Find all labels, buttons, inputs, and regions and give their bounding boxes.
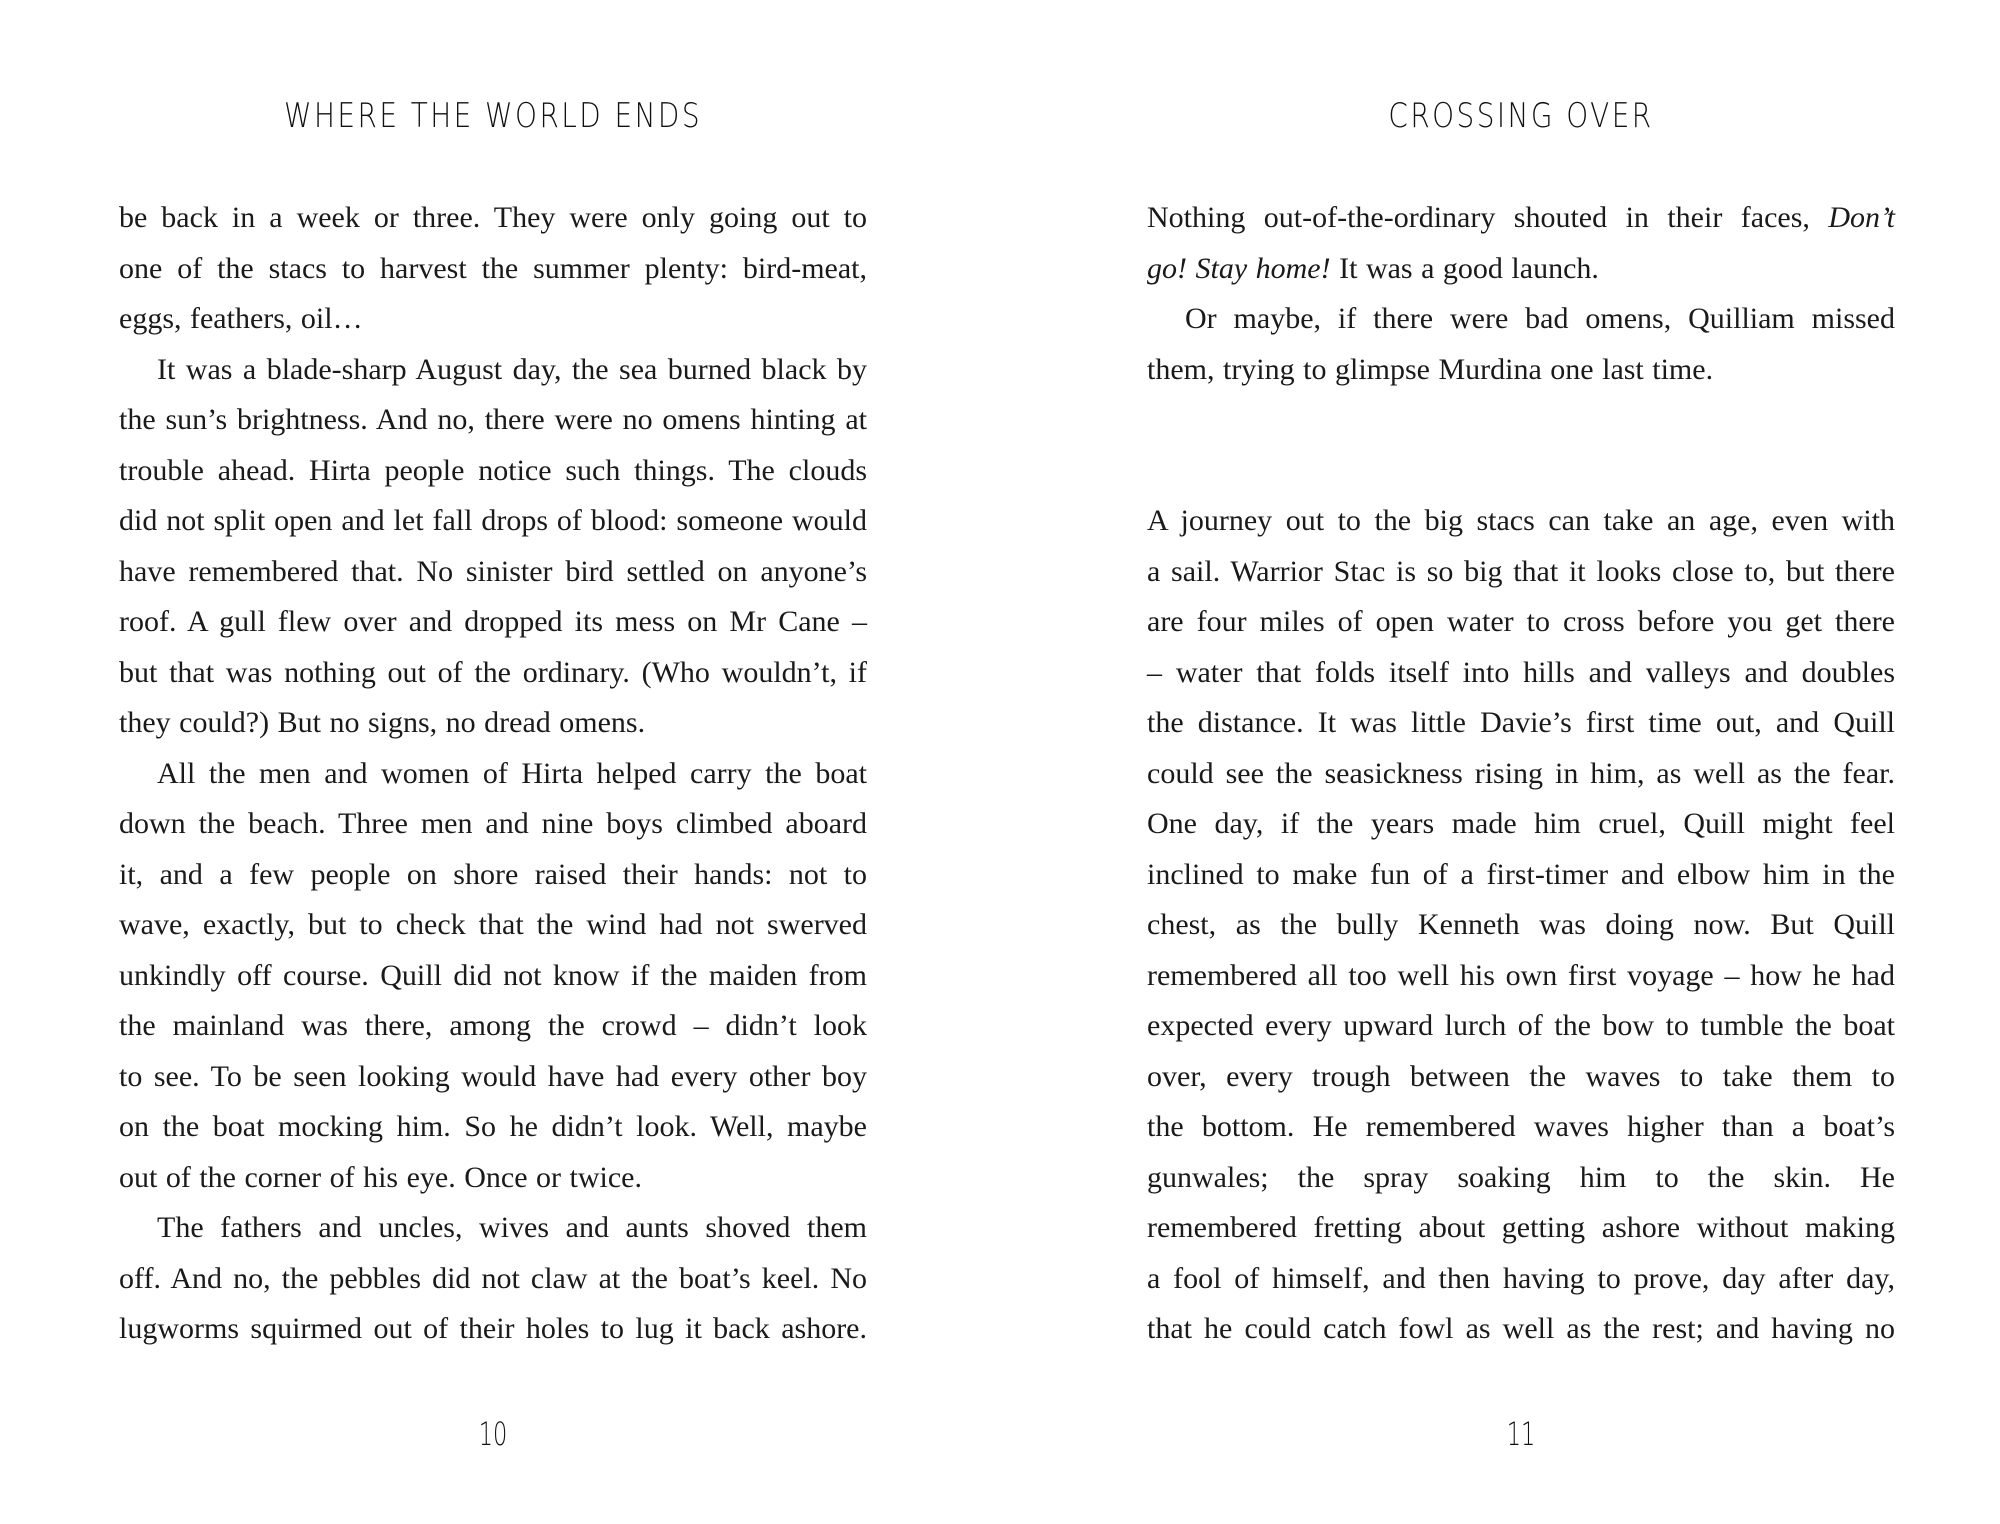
text-line <box>1147 193 1895 244</box>
text-line: could see the seasickness rising in him, as well as the fear. <box>1147 756 1895 790</box>
text-line: they could?) But no signs, no dread omens. <box>119 706 646 739</box>
text-line: eggs, feathers, oil… <box>119 302 363 335</box>
text-line: them, trying to glimpse Murdina one last time. <box>1147 352 1714 386</box>
text-line: that he could catch fowl as well as the rest; and having no <box>1147 1312 1895 1345</box>
text-line: it, and a few people on shore raised their hands: not to <box>119 857 867 891</box>
text-line: down the beach. Three men and nine boys climbed aboard <box>119 807 867 840</box>
text-line: Or maybe, if there were bad omens, Quilliam missed <box>1185 302 1895 335</box>
page-number-left: 10 <box>478 1415 508 1453</box>
text-line: but that was nothing out of the ordinary. (Who wouldn’t, if <box>119 655 867 689</box>
text-line: unkindly off course. Quill did not know if the maiden from <box>119 958 867 992</box>
text-line: lugworms squirmed out of their holes to lug it back ashore. <box>119 1312 867 1345</box>
italic-text: Don’t <box>1828 201 1895 234</box>
text-line: a fool of himself, and then having to prove, day after day, <box>1147 1261 1895 1295</box>
text-line: A journey out to the big stacs can take an age, even with <box>1147 504 1895 537</box>
text-line: wave, exactly, but to check that the wind had not swerved <box>119 908 867 941</box>
text-line: a sail. Warrior Stac is so big that it looks close to, but there <box>1147 554 1895 588</box>
left-page <box>119 0 867 1524</box>
text-line: the sun’s brightness. And no, there were no omens hinting at <box>119 403 867 436</box>
text-line: did not split open and let fall drops of blood: someone would <box>119 504 867 537</box>
text-line <box>1147 244 1895 295</box>
section-break <box>1147 446 1895 497</box>
text-line: be back in a week or three. They were only going out to <box>119 201 867 234</box>
text-line: inclined to make fun of a first-timer and elbow him in the <box>1147 857 1895 891</box>
left-page-body <box>119 193 867 1355</box>
text-line: out of the corner of his eye. Once or twice. <box>119 1160 642 1194</box>
section-break <box>1147 395 1895 446</box>
text-line: the mainland was there, among the crowd – didn’t look <box>119 1009 867 1042</box>
text-line: roof. A gull flew over and dropped its mess on Mr Cane – <box>119 605 867 638</box>
text-line: trouble ahead. Hirta people notice such things. The clouds <box>119 453 867 487</box>
text-line: are four miles of open water to cross before you get there <box>1147 605 1895 638</box>
right-page <box>1147 0 1895 1524</box>
text-line: off. And no, the pebbles did not claw at the boat’s keel. No <box>119 1261 867 1295</box>
text-span: It was a good launch. <box>1330 251 1599 285</box>
italic-text: go! Stay home! <box>1147 251 1331 285</box>
text-line: All the men and women of Hirta helped carry the boat <box>157 756 867 790</box>
text-line: – water that folds itself into hills and valleys and doubles <box>1147 655 1895 689</box>
running-head-right: CROSSING OVER <box>1388 96 1654 136</box>
text-line: The fathers and uncles, wives and aunts shoved them <box>157 1211 867 1244</box>
page-number-right: 11 <box>1506 1415 1536 1453</box>
text-line: gunwales; the spray soaking him to the skin. He <box>1147 1160 1895 1194</box>
text-line: remembered all too well his own first voyage – how he had <box>1147 958 1895 992</box>
text-line: to see. To be seen looking would have had every other boy <box>119 1059 867 1093</box>
text-span: Nothing out-of-the-ordinary shouted in their faces, <box>1147 201 1829 234</box>
text-line: One day, if the years made him cruel, Quill might feel <box>1147 807 1895 840</box>
text-line: the distance. It was little Davie’s first time out, and Quill <box>1147 706 1895 739</box>
text-line: over, every trough between the waves to take them to <box>1147 1059 1895 1093</box>
text-line: one of the stacs to harvest the summer plenty: bird-meat, <box>119 251 867 285</box>
text-line: chest, as the bully Kenneth was doing now. But Quill <box>1147 908 1895 941</box>
text-line: remembered fretting about getting ashore without making <box>1147 1211 1895 1244</box>
text-line: on the boat mocking him. So he didn’t look. Well, maybe <box>119 1110 867 1143</box>
running-head-left: WHERE THE WORLD ENDS <box>283 96 703 136</box>
text-line: have remembered that. No sinister bird settled on anyone’s <box>119 554 867 588</box>
right-page-body <box>1147 193 1895 1355</box>
text-line: the bottom. He remembered waves higher than a boat’s <box>1147 1110 1895 1143</box>
text-line: expected every upward lurch of the bow to tumble the boat <box>1147 1009 1895 1042</box>
text-line: It was a blade-sharp August day, the sea burned black by <box>157 352 867 386</box>
